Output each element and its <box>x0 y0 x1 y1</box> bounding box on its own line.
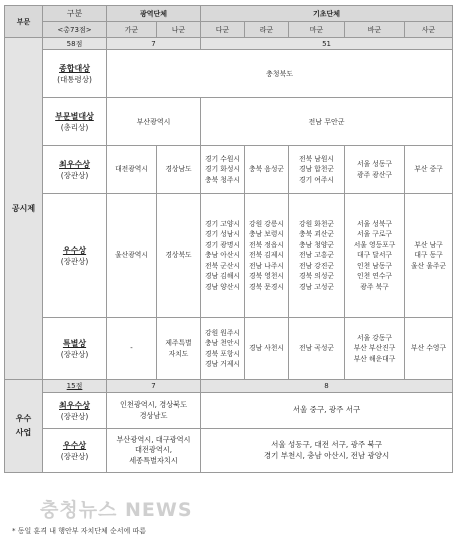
city-name: 경기 화성시 <box>205 165 240 174</box>
merit-da <box>201 194 245 318</box>
special-ra <box>245 318 289 380</box>
grand-winner: 충청북도 <box>107 50 453 98</box>
city-name: 부산 부산진구 <box>353 344 396 353</box>
project-award-merit <box>43 429 107 473</box>
city-name: 강원 원주시 <box>205 328 240 337</box>
award-excellence <box>43 146 107 194</box>
city-name: 인천 연수구 <box>357 272 392 281</box>
header-total-count: <총73점> <box>43 22 107 38</box>
project-merit-metro <box>107 429 201 473</box>
group-da: 다군 <box>201 22 245 38</box>
city-name: 경남 거제시 <box>205 360 240 368</box>
section-excellent-project-line1: 우수 <box>15 414 32 423</box>
city-name: 경남 합천군 <box>299 165 334 174</box>
city-name: 충북 괴산군 <box>299 230 334 239</box>
city-list: 세종특별자치시 <box>129 455 178 465</box>
city-name: 충남 청양군 <box>299 240 334 249</box>
city-name: 경남 사천시 <box>249 344 284 353</box>
group-na: 나군 <box>157 22 201 38</box>
city-name: 서울 성북구 <box>357 219 392 228</box>
city-name: 전북 군산시 <box>205 261 240 270</box>
section-gongsije: 공시제 <box>5 38 43 380</box>
merit-ga <box>107 194 157 318</box>
excellent-count-basic: 8 <box>201 380 453 393</box>
gongsije-count-total: 58점 <box>43 38 107 50</box>
header-classification: 구분 <box>43 6 107 22</box>
award-grand-name: 종합대상 <box>59 63 90 73</box>
city-name: 전북 남원시 <box>299 154 334 163</box>
section-excellent-project-line2: 사업 <box>15 428 32 437</box>
special-ga <box>107 318 157 380</box>
award-special <box>43 318 107 380</box>
city-name: 서울 성동구 <box>357 160 392 168</box>
city-list: 대전광역시, <box>134 445 172 455</box>
city-name: 전북 정읍시 <box>249 240 284 249</box>
special-na <box>157 318 201 380</box>
city-name: 경기 여주시 <box>299 175 334 184</box>
department-grand-basic: 전남 무안군 <box>201 98 453 146</box>
award-department-grand-name: 부문별대상 <box>55 111 94 121</box>
footnote: * 동일 훈격 내 행안부 자치단체 순서에 따름 <box>12 527 147 535</box>
city-name: 부산 수영구 <box>411 344 447 353</box>
excellence-sa <box>405 146 453 194</box>
department-grand-metro: 부산광역시 <box>107 98 201 146</box>
city-name: 전남 고흥군 <box>299 251 334 260</box>
group-ba: 바군 <box>345 22 405 38</box>
city-name: 경북 의성군 <box>299 272 334 281</box>
header-department: 부문 <box>5 6 43 38</box>
city-name: 서울 구로구 <box>357 230 392 239</box>
special-ba <box>345 318 405 380</box>
city-list: 경상남도 <box>139 410 168 420</box>
city-name: 울산 울주군 <box>411 261 447 270</box>
city-name: 경북 문경시 <box>249 282 284 291</box>
city-list: 부산광역시, 대구광역시 <box>116 434 191 444</box>
city-name: 부산 남구 <box>414 240 443 249</box>
merit-ma <box>289 194 345 318</box>
group-ma: 마군 <box>289 22 345 38</box>
city-name: 대구 달서구 <box>357 251 392 260</box>
city-name: 충남 천안시 <box>205 339 240 347</box>
project-merit-basic <box>201 429 453 473</box>
special-da <box>201 318 245 380</box>
award-grand <box>43 50 107 98</box>
city-name: 서울 강동구 <box>357 333 392 342</box>
city-name: 부산 해운대구 <box>353 354 396 363</box>
city-name: 전북 김제시 <box>249 251 284 260</box>
city-name: 경북 영천시 <box>249 272 284 281</box>
excellence-ra <box>245 146 289 194</box>
city-name: 전남 강진군 <box>299 261 334 270</box>
city-list: 인천광역시, 경상북도 <box>119 400 188 409</box>
award-merit-sub: (장관상) <box>60 256 89 266</box>
watermark: 충청뉴스 NEWS <box>40 499 193 521</box>
city-name: 경기 성남시 <box>205 230 240 239</box>
city-name: 부산 중구 <box>414 165 443 174</box>
project-excellence-metro <box>107 393 201 429</box>
special-ma <box>289 318 345 380</box>
award-excellence-name: 최우수상 <box>59 159 90 169</box>
city-name: 전남 나주시 <box>249 261 284 270</box>
city-name: 전남 곡성군 <box>299 344 334 353</box>
group-ra: 라군 <box>245 22 289 38</box>
city-name: 경상남도 <box>165 165 192 174</box>
city-name: 충남 아산시 <box>205 251 240 260</box>
city-name: 경상북도 <box>165 251 192 260</box>
excellence-ma <box>289 146 345 194</box>
project-excellence-basic <box>201 393 453 429</box>
city-name: 경기 수원시 <box>205 154 240 163</box>
project-excellence-name: 최우수상 <box>59 400 90 410</box>
gongsije-count-metro: 7 <box>107 38 201 50</box>
city-name: 제주특별 <box>165 339 192 347</box>
city-list: 서울 성동구, 대전 서구, 광주 북구 <box>271 440 382 449</box>
city-name: 충남 보령시 <box>249 230 284 239</box>
city-name: 서울 영등포구 <box>353 240 396 249</box>
award-special-name: 특별상 <box>62 338 87 348</box>
award-merit-name: 우수상 <box>62 245 87 255</box>
project-merit-name: 우수상 <box>62 440 87 450</box>
gongsije-count-basic: 51 <box>201 38 453 50</box>
award-department-grand-sub: (총리상) <box>60 122 89 132</box>
city-name: 경기 고양시 <box>205 219 240 228</box>
excellent-count-total: 15점 <box>43 380 107 393</box>
award-department-grand <box>43 98 107 146</box>
city-name: 강원 강릉시 <box>249 219 284 228</box>
group-sa: 사군 <box>405 22 453 38</box>
award-special-sub: (장관상) <box>60 349 89 359</box>
city-name: 경북 포항시 <box>205 349 240 358</box>
city-name: 광주 광산구 <box>357 170 392 179</box>
city-name: 대구 동구 <box>414 251 443 260</box>
excellence-na <box>157 146 201 194</box>
city-name: 자치도 <box>168 349 189 358</box>
city-list: 서울 중구, 광주 서구 <box>292 405 361 415</box>
city-name: 충북 음성군 <box>249 165 284 174</box>
city-name: 울산광역시 <box>115 251 148 260</box>
group-ga: 가군 <box>107 22 157 38</box>
city-name: 충북 청주시 <box>205 175 240 184</box>
header-basic: 기초단체 <box>201 6 453 22</box>
awards-table <box>4 5 453 473</box>
city-name: 인천 남동구 <box>357 261 392 270</box>
excellent-count-metro: 7 <box>107 380 201 393</box>
city-name: 경남 양산시 <box>205 282 240 291</box>
city-name: - <box>130 344 133 353</box>
city-name: 경남 김해시 <box>205 272 240 281</box>
merit-ra <box>245 194 289 318</box>
city-name: 경남 고성군 <box>299 282 334 291</box>
excellence-da <box>201 146 245 194</box>
project-award-excellence <box>43 393 107 429</box>
special-sa <box>405 318 453 380</box>
excellence-ba <box>345 146 405 194</box>
excellence-ga <box>107 146 157 194</box>
city-name: 강원 화천군 <box>299 219 334 228</box>
header-metropolitan: 광역단체 <box>107 6 201 22</box>
merit-sa <box>405 194 453 318</box>
city-name: 경기 광명시 <box>205 240 240 249</box>
award-merit <box>43 194 107 318</box>
merit-ba <box>345 194 405 318</box>
award-excellence-sub: (장관상) <box>60 170 89 180</box>
project-excellence-sub: (장관상) <box>60 411 89 421</box>
merit-na <box>157 194 201 318</box>
section-excellent-project <box>5 380 43 473</box>
city-list: 경기 부천시, 충남 아산시, 전남 광양시 <box>263 450 390 460</box>
city-name: 대전광역시 <box>115 165 148 174</box>
project-merit-sub: (장관상) <box>60 451 89 461</box>
award-grand-sub: (대통령상) <box>57 74 92 84</box>
city-name: 광주 북구 <box>360 282 389 291</box>
